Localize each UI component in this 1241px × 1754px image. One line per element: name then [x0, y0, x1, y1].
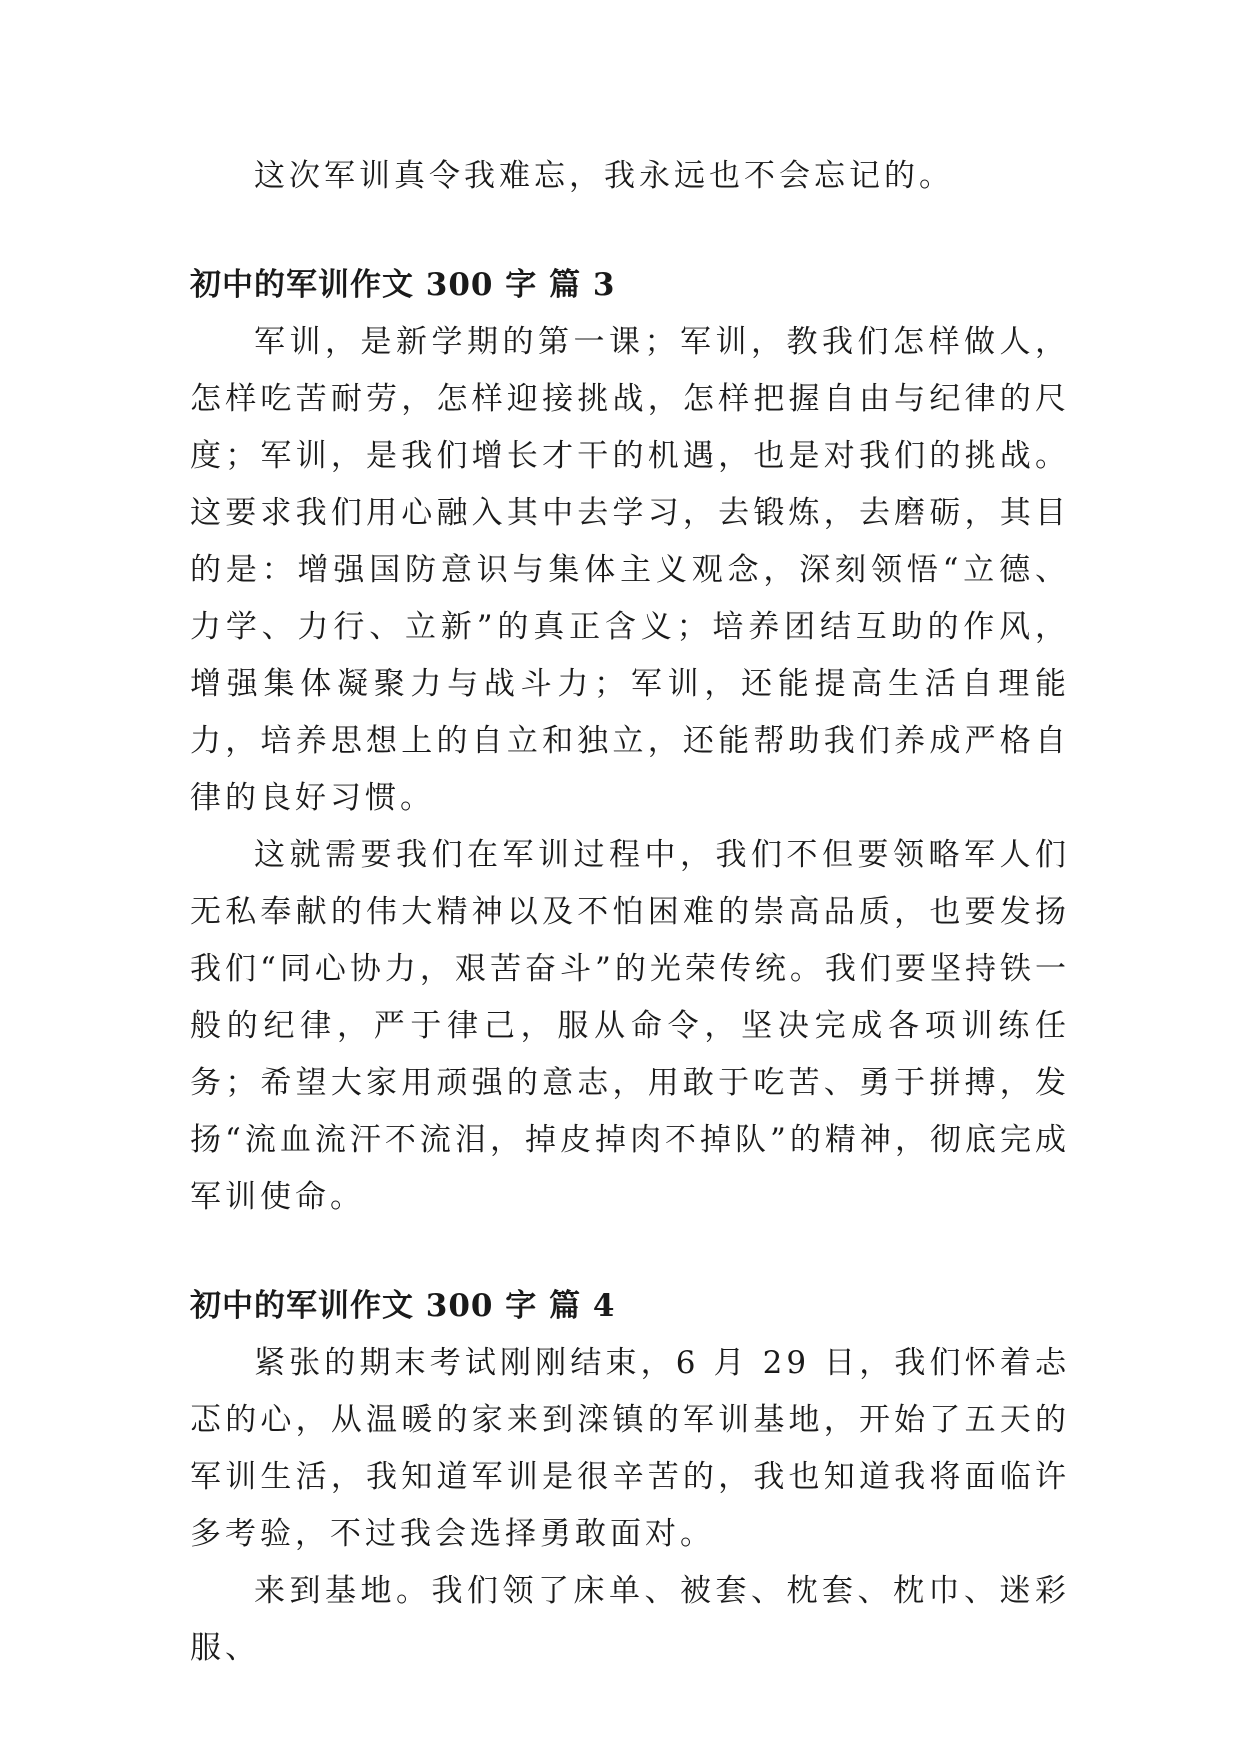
- document-body: [190, 148, 1070, 1677]
- section-4-paragraph-1: 紧张的期末考试刚刚结束，6 月 29 日，我们怀着忐忑的心，从温暖的家来到滦镇的军训基地，开始了五天的军训生活，我知道军训是很辛苦的，我也知道我将面临许多考验，不过我会选择勇敢面对。: [190, 1345, 1070, 1552]
- intro-paragraph: 这次军训真令我难忘，我永远也不会忘记的。: [254, 158, 954, 194]
- section-3-heading: 初中的军训作文 300 字 篇 3: [190, 267, 616, 303]
- section-4-paragraph-2: 来到基地。我们领了床单、被套、枕套、枕巾、迷彩服、: [190, 1573, 1070, 1666]
- section-3-paragraph-1: 军训，是新学期的第一课；军训，教我们怎样做人，怎样吃苦耐劳，怎样迎接挑战，怎样把握自由与纪律的尺度；军训，是我们增长才干的机遇，也是对我们的挑战。这要求我们用心融入其中去学习，去锻炼，去磨砺，其目的是：增强国防意识与集体主义观念，深刻领悟“立德、力学、力行、立新”的真正含义；培养团结互助的作风，增强集体凝聚力与战斗力；军训，还能提高生活自理能力，培养思想上的自立和独立，还能帮助我们养成严格自律的良好习惯。: [190, 324, 1070, 816]
- section-3-paragraph-2: 这就需要我们在军训过程中，我们不但要领略军人们无私奉献的伟大精神以及不怕困难的崇高品质，也要发扬我们“同心协力，艰苦奋斗”的光荣传统。我们要坚持铁一般的纪律，严于律己，服从命令，坚决完成各项训练任务；希望大家用顽强的意志，用敢于吃苦、勇于拼搏，发扬“流血流汗不流泪，掉皮掉肉不掉队”的精神，彻底完成军训使命。: [190, 837, 1070, 1215]
- section-4-heading: 初中的军训作文 300 字 篇 4: [190, 1288, 616, 1324]
